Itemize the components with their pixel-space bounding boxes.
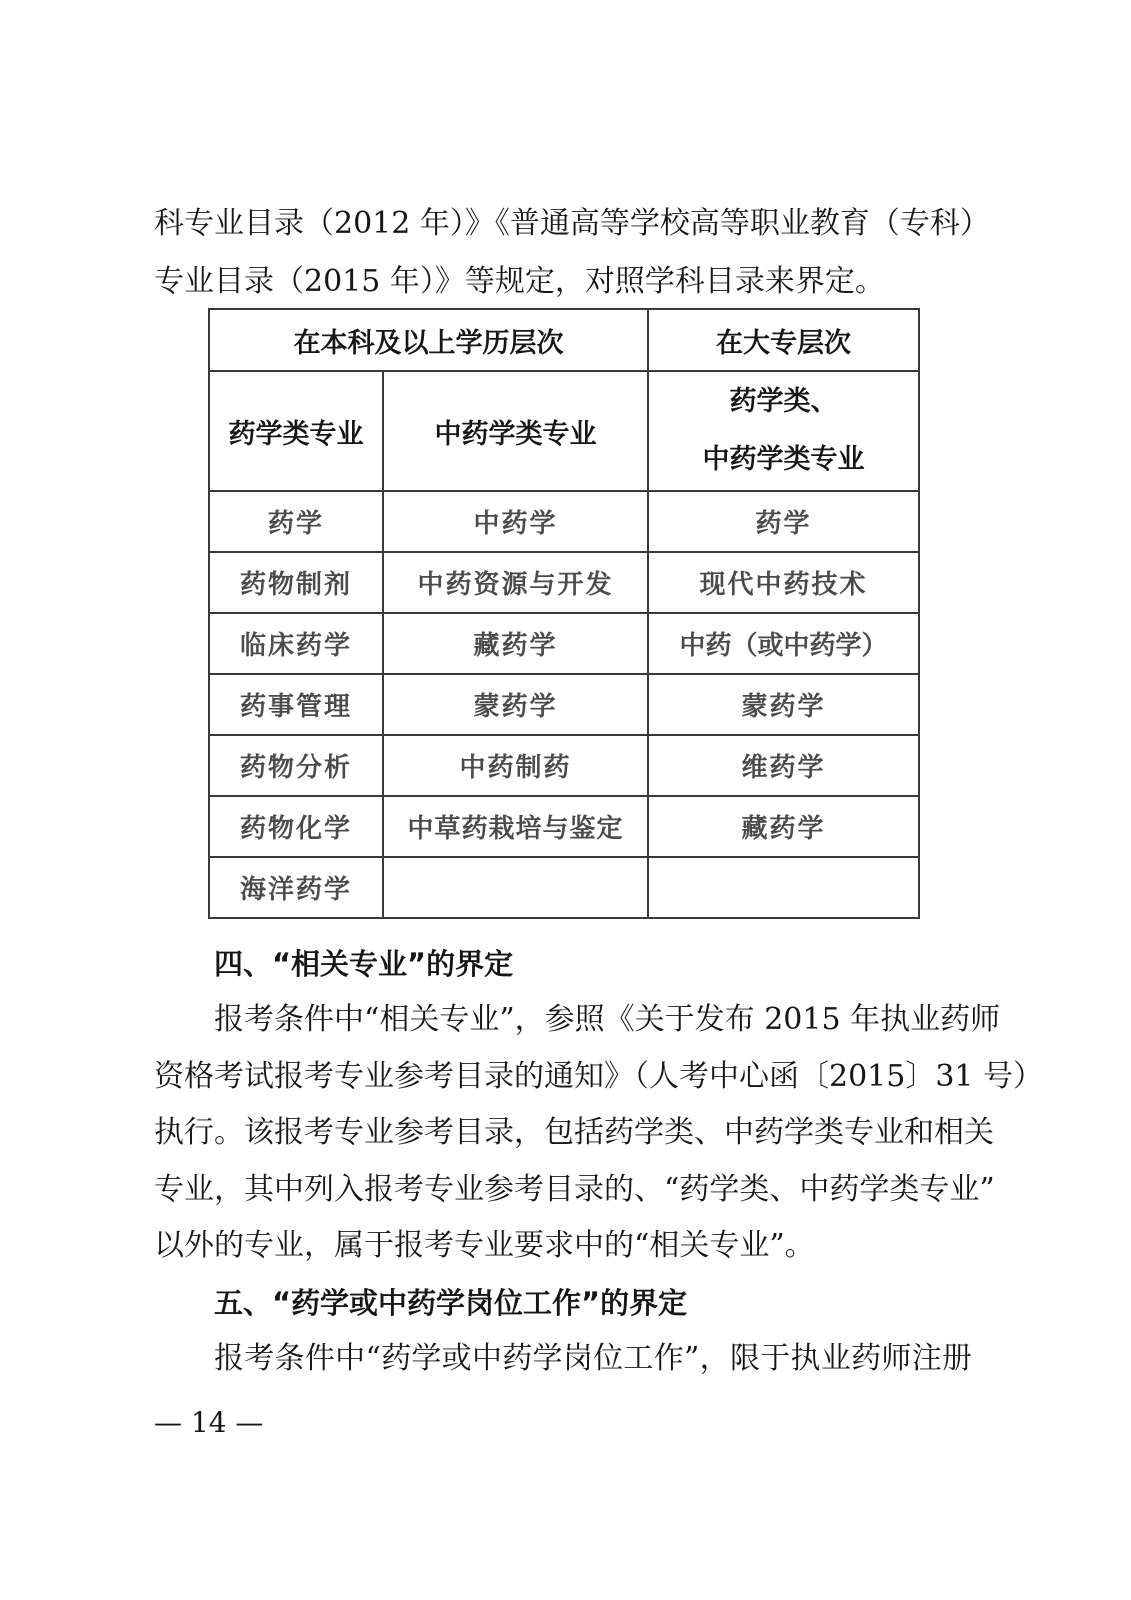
section-4-line-4: 专业，其中列入报考专业参考目录的、“药学类、中药学类专业” (154, 1172, 995, 1207)
table-row (209, 613, 919, 674)
table-cell: 维药学 (648, 735, 919, 796)
intro-line-2: 专业目录（2015 年）》等规定，对照学科目录来界定。 (154, 264, 885, 299)
page-number: — 14 — (154, 1406, 264, 1439)
table-cell: 中药（或中药学） (648, 613, 919, 674)
table-cell: 药事管理 (209, 674, 383, 735)
table-cell: 中药学 (383, 491, 648, 552)
table-cell: 蒙药学 (648, 674, 919, 735)
col-tcm-header: 中药学类专业 (383, 371, 648, 491)
section-4-line-2: 资格考试报考专业参考目录的通知》（人考中心函〔2015〕31 号） (154, 1059, 1044, 1094)
table-cell: 药学 (209, 491, 383, 552)
section-5-line-1: 报考条件中“药学或中药学岗位工作”，限于执业药师注册 (214, 1341, 972, 1376)
table-row (209, 552, 919, 613)
table-cell: 药物化学 (209, 796, 383, 857)
table-group-header-row (209, 309, 919, 371)
table-cell: 现代中药技术 (648, 552, 919, 613)
table-cell: 中药制药 (383, 735, 648, 796)
section-4-line-1: 报考条件中“相关专业”，参照《关于发布 2015 年执业药师 (214, 1002, 1001, 1037)
table-cell (648, 857, 919, 918)
table-cell: 藏药学 (648, 796, 919, 857)
group-bachelor-header: 在本科及以上学历层次 (209, 309, 648, 371)
table-cell: 蒙药学 (383, 674, 648, 735)
table-row (209, 796, 919, 857)
table-cell: 海洋药学 (209, 857, 383, 918)
table-row (209, 857, 919, 918)
col-pharmacy-header: 药学类专业 (209, 371, 383, 491)
group-college-header: 在大专层次 (648, 309, 919, 371)
table-cell: 药物分析 (209, 735, 383, 796)
intro-line-1: 科专业目录（2012 年）》《普通高等学校高等职业教育（专科） (154, 206, 990, 241)
col-college-header-line-1: 药学类、 (729, 386, 838, 417)
table-column-header-row (209, 371, 919, 491)
table-cell: 药物制剂 (209, 552, 383, 613)
section-4-line-3: 执行。该报考专业参考目录，包括药学类、中药学类专业和相关 (154, 1115, 994, 1150)
table-cell: 中药资源与开发 (383, 552, 648, 613)
table-row (209, 491, 919, 552)
table-cell: 藏药学 (383, 613, 648, 674)
table-cell (383, 857, 648, 918)
table-cell: 临床药学 (209, 613, 383, 674)
section-4-line-5: 以外的专业，属于报考专业要求中的“相关专业”。 (154, 1228, 815, 1263)
col-college-header-line-2: 中药学类专业 (702, 444, 865, 475)
section-5-heading: 五、“药学或中药学岗位工作”的界定 (214, 1286, 688, 1320)
pharmacy-majors-table (208, 308, 920, 919)
col-college-header (648, 371, 919, 491)
table-row (209, 735, 919, 796)
table-row (209, 674, 919, 735)
table-cell: 药学 (648, 491, 919, 552)
section-4-heading: 四、“相关专业”的界定 (214, 947, 514, 981)
table-cell: 中草药栽培与鉴定 (383, 796, 648, 857)
